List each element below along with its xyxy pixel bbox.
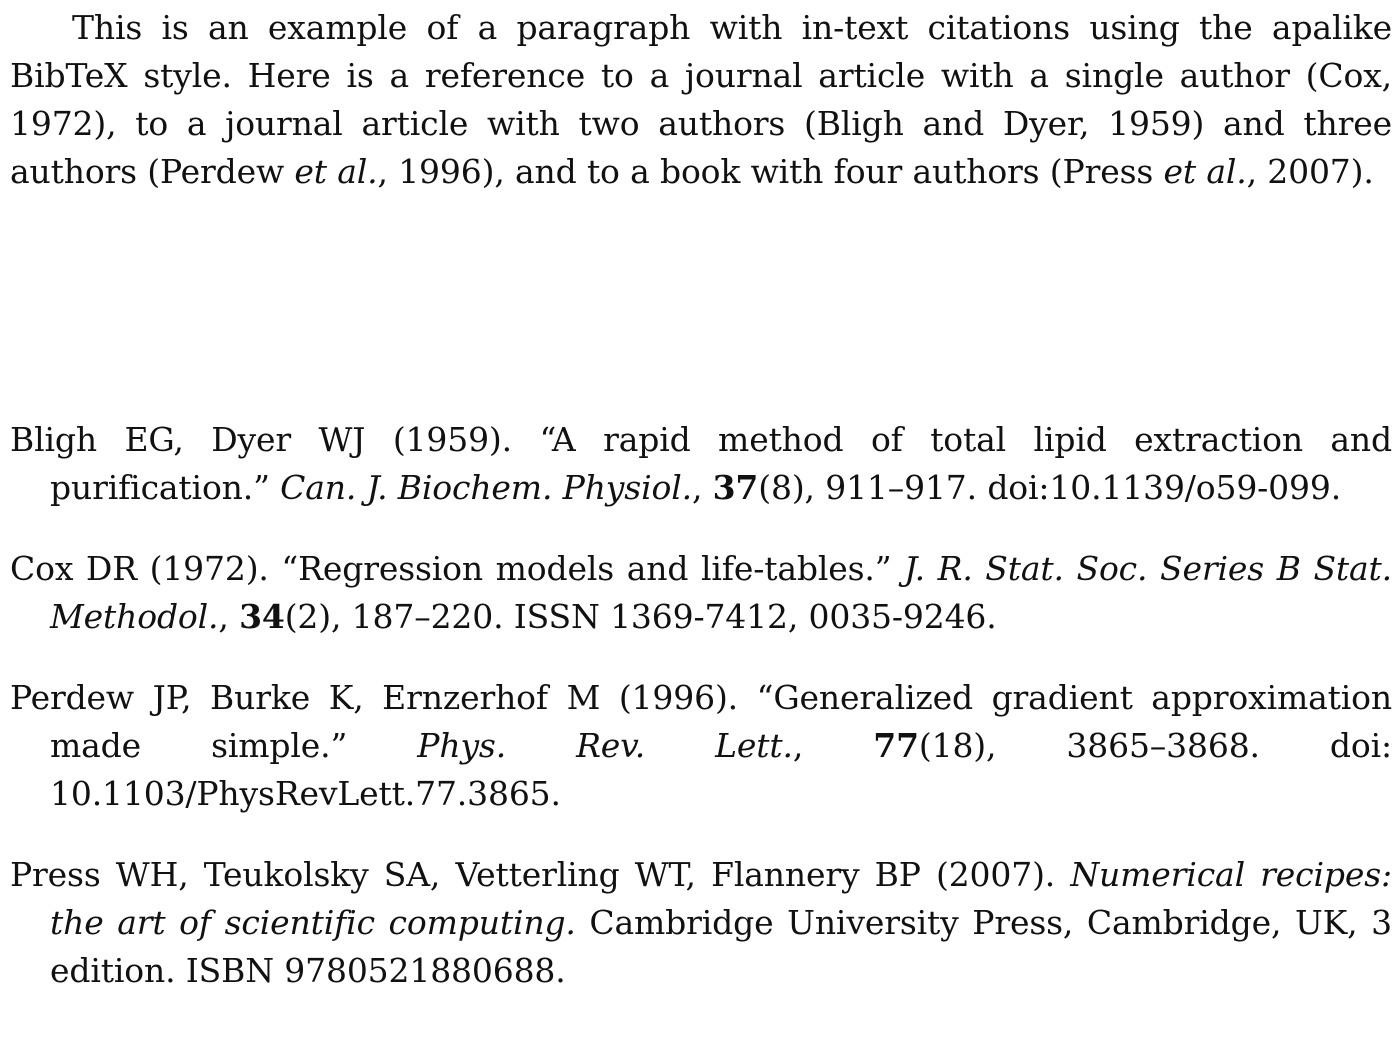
reference-details: (8), 911–917. doi:10.1139/o59-099. (758, 468, 1342, 507)
reference-cox (10, 545, 1392, 641)
paragraph-text: ), to a journal article with two authors ( (93, 104, 817, 143)
reference-title: “Generalized gradient approximation made simple.” (50, 678, 1392, 765)
reference-book-title: Numerical recipes: the art of scientific computing. (50, 855, 1392, 942)
document-body (10, 0, 1392, 196)
reference-separator: , (792, 726, 874, 765)
reference-details: Cambridge University Press, Cambridge, UK, 3 edition. ISBN 9780521880688. (50, 903, 1392, 990)
reference-volume: 77 (873, 726, 919, 765)
paragraph-text: ) and three authors ( (10, 104, 1393, 191)
citation-perdew-etal: et al. (294, 152, 378, 191)
citation-bligh-dyer: Bligh and Dyer, 1959 (816, 104, 1192, 143)
reference-volume: 37 (712, 468, 759, 507)
citation-perdew-author: Perdew (160, 152, 295, 191)
reference-title: “Regression models and life-tables.” (281, 549, 905, 588)
reference-details: (18), 3865–3868. doi: 10.1103/PhysRevLett.77.3865. (50, 726, 1392, 813)
reference-title: “A rapid method of total lipid extraction and purification.” (50, 420, 1393, 507)
reference-separator: , (691, 468, 713, 507)
reference-bligh (10, 416, 1392, 512)
citation-paragraph (10, 0, 1392, 196)
citation-press-author: Press (1062, 152, 1164, 191)
reference-press (10, 851, 1392, 995)
paragraph-text: ), and to a book with four authors ( (481, 152, 1063, 191)
reference-authors: Perdew JP, Burke K, Ernzerhof M (1996). (10, 678, 757, 717)
reference-journal: J. R. Stat. Soc. Series B Stat. Methodol. (50, 549, 1392, 636)
reference-perdew (10, 674, 1392, 818)
citation-cox: Cox, 1972 (10, 56, 1392, 143)
citation-perdew-year: , 1996 (377, 152, 482, 191)
reference-list (10, 416, 1392, 995)
citation-press-year: , 2007 (1246, 152, 1351, 191)
citation-press-etal: et al. (1163, 152, 1247, 191)
reference-volume: 34 (239, 597, 285, 636)
reference-authors: Press WH, Teukolsky SA, Vetterling WT, Flannery BP (2007). (10, 855, 1071, 894)
reference-journal: Can. J. Biochem. Physiol. (280, 468, 692, 507)
reference-authors: Bligh EG, Dyer WJ (1959). (10, 420, 540, 459)
reference-authors: Cox DR (1972). (10, 549, 282, 588)
reference-journal: Phys. Rev. Lett. (417, 726, 793, 765)
paragraph-text: ). (1350, 152, 1374, 191)
reference-details: (2), 187–220. ISSN 1369-7412, 0035-9246. (284, 597, 997, 636)
paragraph-text: This is an example of a paragraph with in-text citations using the apalike BibTeX style. Here is a reference to a journal article with a single author ( (10, 8, 1392, 95)
reference-separator: , (218, 597, 240, 636)
